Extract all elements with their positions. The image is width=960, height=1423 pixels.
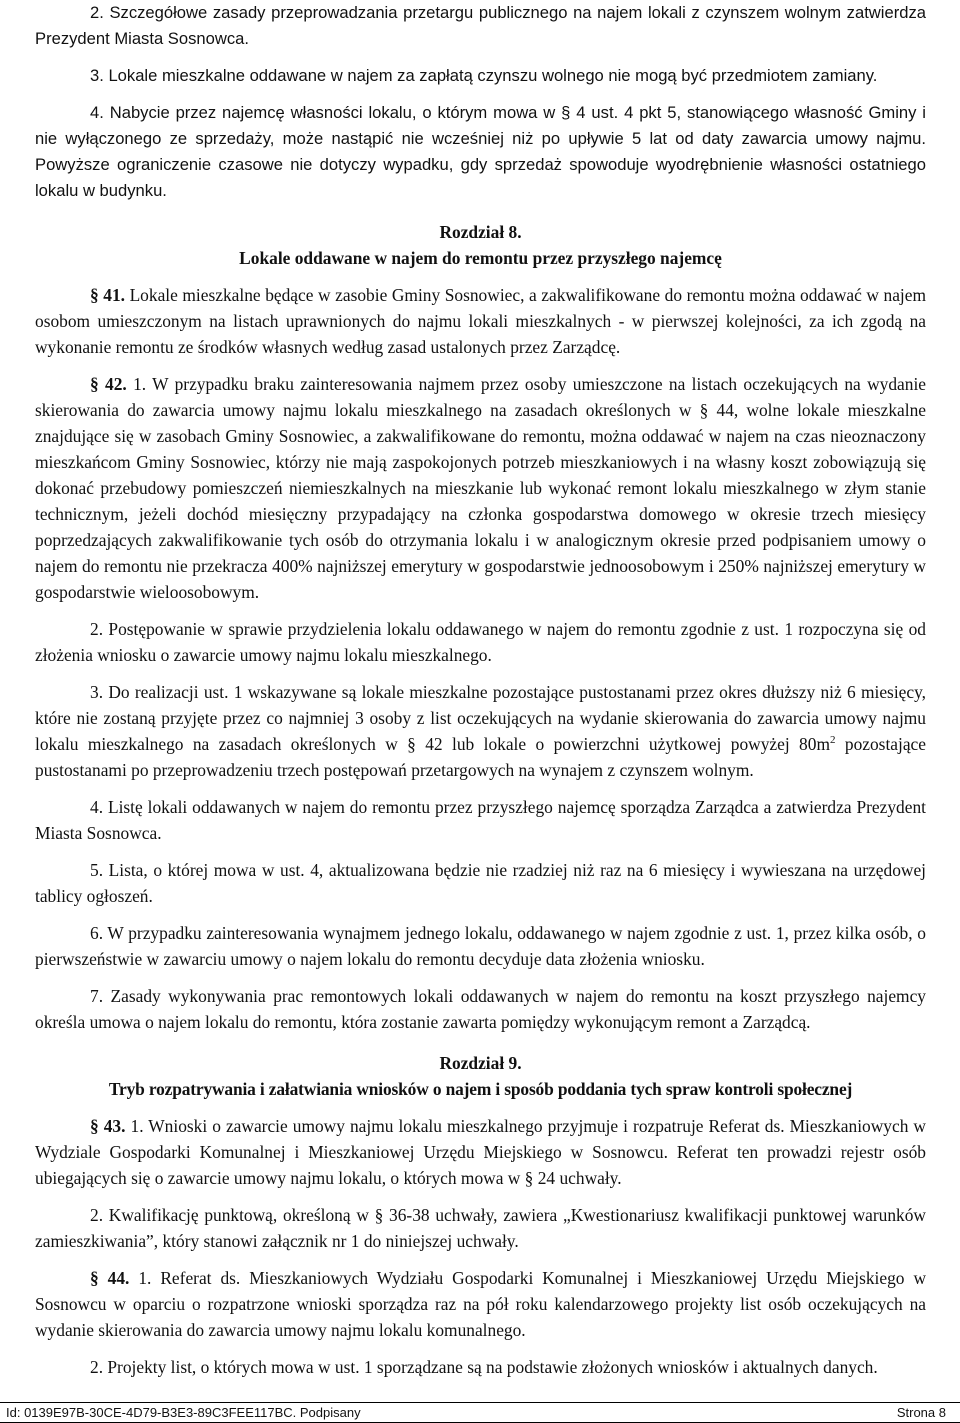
paragraph-intro-2: 2. Szczegółowe zasady przeprowadzania przetargu publicznego na najem lokali z czynszem wolnym zatwierdza Prezydent Miasta Sosnowca. bbox=[35, 3, 926, 48]
section-44-number: § 44. bbox=[90, 1268, 130, 1288]
chapter-9-title: Tryb rozpatrywania i załatwiania wniosków o najem i sposób poddania tych spraw kontroli społecznej bbox=[108, 1079, 853, 1099]
section-43-text-1: 1. Wnioski o zawarcie umowy najmu lokalu mieszkalnego przyjmuje i rozpatruje Referat ds. Mieszkaniowych w Wydziale Gospodarki Komunalnej i Mieszkaniowej Urzędu Miejskiego w Sosnowcu. Referat ten prowadzi rejestr osób ubiegających się o zawarcie umowy najmu lokalu, o których mowa w § 24 uchwały. bbox=[35, 1116, 926, 1188]
page-number: Strona 8 bbox=[896, 1405, 946, 1420]
section-43-number: § 43. bbox=[90, 1116, 126, 1136]
section-42-paragraph-2: 2. Postępowanie w sprawie przydzielenia lokalu oddawanego w najem do remontu zgodnie z ust. 1 rozpoczyna się od złożenia wniosku o zawarcie umowy najmu lokalu mieszkalnego. bbox=[35, 619, 926, 665]
section-44-text-1: 1. Referat ds. Mieszkaniowych Wydziału Gospodarki Komunalnej i Mieszkaniowej Urzędu Miejskiego w Sosnowcu w oparciu o rozpatrzone wnioski sporządza raz na pół roku kalendarzowego projekty list osób oczekujących na wydanie skierowania do zawarcia umowy najmu lokalu komunalnego. bbox=[35, 1268, 927, 1340]
section-43-paragraph-2: 2. Kwalifikację punktową, określoną w § 36-38 uchwały, zawiera „Kwestionariusz kwalifikacji punktowej warunków zamieszkiwania”, który stanowi załącznik nr 1 do niniejszej uchwały. bbox=[35, 1205, 926, 1251]
section-41-number: § 41. bbox=[90, 285, 125, 305]
page-footer bbox=[0, 1402, 960, 1423]
chapter-8-label: Rozdział 8. bbox=[439, 222, 522, 242]
section-43-paragraph-1 bbox=[35, 1113, 926, 1191]
section-42-paragraph-1 bbox=[35, 371, 926, 605]
section-42-text-3b: pozostające pustostanami po przeprowadzeniu trzech postępowań przetargowych na wynajem z czynszem wolnym. bbox=[35, 734, 926, 780]
section-44-paragraph-2: 2. Projekty list, o których mowa w ust. 1 sporządzane są na podstawie złożonych wniosków i aktualnych danych. bbox=[90, 1357, 878, 1377]
section-42-paragraph-4: 4. Listę lokali oddawanych w najem do remontu przez przyszłego najemcę sporządza Zarządca a zatwierdza Prezydent Miasta Sosnowca. bbox=[35, 797, 926, 843]
section-41 bbox=[35, 282, 926, 360]
chapter-8-title: Lokale oddawane w najem do remontu przez przyszłego najemcę bbox=[239, 248, 722, 268]
document-id: Id: 0139E97B-30CE-4D79-B3E3-89C3FEE117BC. Podpisany bbox=[6, 1405, 361, 1420]
document-page bbox=[35, 0, 926, 1380]
section-42-paragraph-6: 6. W przypadku zainteresowania wynajmem jednego lokalu, oddawanego w najem zgodnie z ust. 1, przez kilka osób, o pierwszeństwie w zawarciu umowy o najem lokalu do remontu decyduje data złożenia wniosku. bbox=[35, 923, 926, 969]
chapter-9-label: Rozdział 9. bbox=[439, 1053, 522, 1073]
section-42-paragraph-3 bbox=[35, 679, 926, 783]
section-42-text-1: 1. W przypadku braku zainteresowania najmem przez osoby umieszczone na listach oczekujących na wydanie skierowania do zawarcia umowy najmu lokalu mieszkalnego na zasadach określonych w § 44, wolne lokale mieszkalne znajdujące się w zasobach Gminy Sosnowiec, a zakwalifikowane do remontu, można oddawać w najem na czas nieoznaczony mieszkańcom Gminy Sosnowiec, którzy nie mają zaspokojonych potrzeb mieszkaniowych i na własny koszt zobowiązują się dokonać przebudowy pomieszczeń niemieszkalnych na mieszkanie lub wykonać remont lokalu mieszkalnego w złym stanie technicznym, jeżeli dochód miesięczny przypadający na członka gospodarstwa domowego w okresie trzech miesięcy poprzedzających zakwalifikowanie tych osób do otrzymania lokalu i w analogicznym okresie przed podpisaniem umowy o najem do remontu nie przekracza 400% najniższej emerytury w gospodarstwie jednoosobowym i 250% najniższej emerytury w gospodarstwie wieloosobowym. bbox=[35, 374, 926, 602]
superscript-squared: 2 bbox=[829, 734, 836, 747]
paragraph-intro-4: 4. Nabycie przez najemcę własności lokalu, o którym mowa w § 4 ust. 4 pkt 5, stanowiącego własność Gminy i nie wyłączonego ze sprzedaży, może nastąpić nie wcześniej niż po upływie 5 lat od daty zawarcia umowy najmu. Powyższe ograniczenie czasowe nie dotyczy wypadku, gdy sprzedaż spowoduje wyodrębnienie własności ostatniego lokalu w budynku. bbox=[35, 103, 926, 200]
section-44-paragraph-1 bbox=[35, 1265, 926, 1343]
section-42-paragraph-7: 7. Zasady wykonywania prac remontowych lokali oddawanych w najem do remontu na koszt przyszłego najemcy określa umowa o najem lokalu do remontu, która zostanie zawarta pomiędzy wykonującym remont a Zarządcą. bbox=[35, 986, 926, 1032]
paragraph-intro-3: 3. Lokale mieszkalne oddawane w najem za zapłatą czynszu wolnego nie mogą być przedmiotem zamiany. bbox=[90, 66, 878, 85]
section-42-text-3a: 3. Do realizacji ust. 1 wskazywane są lokale mieszkalne pozostające pustostanami przez okres dłuższy niż 6 miesięcy, które nie zostaną przyjęte przez co najmniej 3 osoby z list oczekujących na wydanie skierowania do zawarcia umowy najmu lokalu mieszkalnego na zasadach określonych w § 42 lub lokale o powierzchni użytkowej powyżej 80m bbox=[35, 682, 926, 754]
section-42-paragraph-5: 5. Lista, o której mowa w ust. 4, aktualizowana będzie nie rzadziej niż raz na 6 miesięcy i wywieszana na urzędowej tablicy ogłoszeń. bbox=[35, 860, 926, 906]
section-41-text: Lokale mieszkalne będące w zasobie Gminy Sosnowiec, a zakwalifikowane do remontu można oddawać w najem osobom umieszczonym na listach uprawnionych do najmu lokali mieszkalnych - w pierwszej kolejności, za ich zgodą na wykonanie remontu ze środków własnych według zasad ustalonych przez Zarządcę. bbox=[35, 285, 926, 357]
section-42-number: § 42. bbox=[90, 374, 127, 394]
